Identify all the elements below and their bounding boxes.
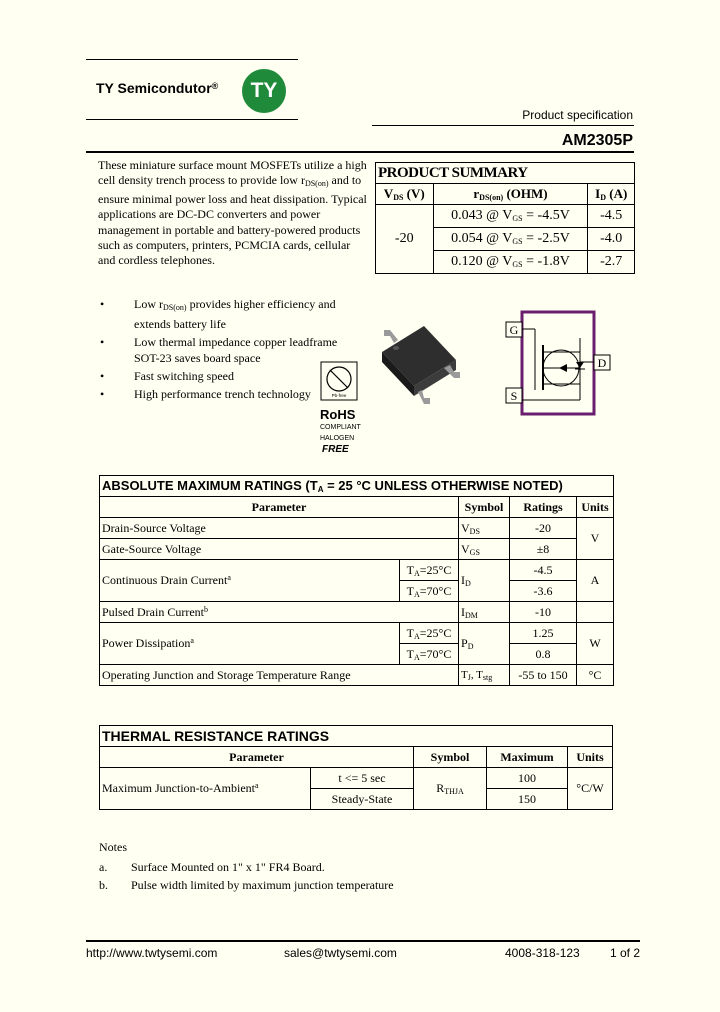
note-b-text: Pulse width limited by maximum junction temperature [131, 878, 394, 892]
summary-row-3-r: 0.120 @ $V_{GS} = -1.8V$ [433, 251, 588, 274]
sot23-package-image [368, 318, 468, 410]
abs-max-a-unit: A [577, 560, 614, 602]
summary-row-1-r: 0.043 @ $V_{GS} = -4.5V$ [433, 205, 588, 228]
abs-max-r1-param: Drain-Source Voltage [100, 518, 459, 539]
summary-row-3-id: -2.7 [588, 251, 635, 274]
feature-item: • Fast switching speed [100, 368, 350, 384]
summary-col-rds: $r_{DS(on)}$ (OHM) [433, 184, 588, 205]
thermal-h-param: Parameter [100, 747, 414, 768]
abs-max-h-ratings: Ratings [510, 497, 577, 518]
header-rule-bottom [86, 119, 298, 120]
thermal-h-max: Maximum [487, 747, 568, 768]
abs-max-r4-param: Pulsed Drain Current$^b$ [100, 602, 459, 623]
rohs-halogen: HALOGEN [320, 435, 355, 442]
abs-max-w-unit: W [577, 623, 614, 665]
abs-max-r3-cond2: $T_A=70^\circ C$ [400, 581, 459, 602]
footer-rule [86, 940, 640, 942]
description: These miniature surface mount MOSFETs utilize a high cell density trench process to provide low $r_{DS(on)}$ and to ensure minimal power loss and heat dissipation. Typical applications are DC-DC converters and power management in portable and battery-powered products such as computers, printers, PCMCIA cards, cellular and cordless telephones. [98, 158, 367, 268]
svg-text:D: D [597, 356, 607, 370]
thermal-h-units: Units [568, 747, 613, 768]
thermal-title: THERMAL RESISTANCE RATINGS [100, 726, 613, 747]
abs-max-v-unit: V [577, 518, 614, 560]
footer-phone: 4008-318-123 [505, 946, 580, 960]
abs-max-r3-v1: -4.5 [510, 560, 577, 581]
note-a-label: a. [99, 860, 108, 874]
abs-max-title: ABSOLUTE MAXIMUM RATINGS ($T_A = 25$ °C UNLESS OTHERWISE NOTED) [100, 476, 614, 497]
spec-rule [372, 125, 634, 126]
svg-text:Pb-free: Pb-free [331, 393, 347, 398]
abs-max-h-symbol: Symbol [459, 497, 510, 518]
summary-vds-value: -20 [376, 205, 434, 274]
thermal-v1: 100 [487, 768, 568, 789]
abs-max-r6-param: Operating Junction and Storage Temperature Range [100, 665, 459, 686]
footer-url[interactable]: http://www.twtysemi.com [86, 946, 218, 960]
company-logo: TY [242, 69, 286, 113]
header-rule-main [86, 151, 634, 153]
thermal-table [99, 725, 613, 810]
abs-max-c-unit: °C [577, 665, 614, 686]
thermal-unit: °C/W [568, 768, 613, 810]
summary-col-id: $I_D$ (A) [588, 184, 635, 205]
pb-free-icon [320, 361, 358, 401]
abs-max-r4-sym: $I_{DM}$ [459, 602, 510, 623]
abs-max-r2-param: Gate-Source Voltage [100, 539, 459, 560]
svg-text:G: G [509, 323, 519, 337]
summary-title: PRODUCT SUMMARY [376, 163, 635, 184]
abs-max-r3-param: Continuous Drain Current$^a$ [100, 560, 400, 602]
abs-max-r3-cond1: $T_A=25^\circ C$ [400, 560, 459, 581]
summary-row-1-id: -4.5 [588, 205, 635, 228]
mosfet-schematic [505, 310, 613, 418]
abs-max-r3-v2: -3.6 [510, 581, 577, 602]
feature-list [100, 296, 350, 404]
abs-max-table [99, 475, 614, 686]
abs-max-r1-sym: $V_{DS}$ [459, 518, 510, 539]
rohs-compliant: COMPLIANT [320, 424, 361, 431]
footer-page: 1 of 2 [610, 946, 641, 960]
spec-label: Product specification [522, 108, 633, 122]
thermal-param: Maximum Junction-to-Ambient$^a$ [100, 768, 311, 810]
abs-max-r4-unit [577, 602, 614, 623]
abs-max-r5-v2: 0.8 [510, 644, 577, 665]
abs-max-r5-cond1: $T_A=25^\circ C$ [400, 623, 459, 644]
abs-max-r5-sym: $P_D$ [459, 623, 510, 665]
note-b-label: b. [99, 878, 108, 892]
product-summary-table [375, 162, 635, 274]
abs-max-r1-val: -20 [510, 518, 577, 539]
summary-col-vds: $V_{DS}$ (V) [376, 184, 434, 205]
part-number: AM2305P [561, 132, 633, 149]
footer-email[interactable]: sales@twtysemi.com [284, 946, 397, 960]
rohs-label: RoHS [320, 407, 356, 422]
feature-item: • High performance trench technology [100, 386, 350, 402]
feature-item: • Low $r_{DS(on)}$ provides higher efficiency and extends battery life [100, 296, 350, 332]
abs-max-r4-val: -10 [510, 602, 577, 623]
header-rule-top [86, 59, 298, 60]
abs-max-r2-val: ±8 [510, 539, 577, 560]
thermal-v2: 150 [487, 789, 568, 810]
abs-max-h-units: Units [577, 497, 614, 518]
notes-title: Notes [99, 840, 127, 854]
summary-row-2-id: -4.0 [588, 228, 635, 251]
abs-max-r3-sym: $I_D$ [459, 560, 510, 602]
abs-max-r2-sym: $V_{GS}$ [459, 539, 510, 560]
company-name: TY Semicondutor® [96, 80, 219, 96]
rohs-free: FREE [322, 444, 349, 455]
abs-max-r5-v1: 1.25 [510, 623, 577, 644]
thermal-h-symbol: Symbol [414, 747, 487, 768]
abs-max-r6-val: -55 to 150 [510, 665, 577, 686]
abs-max-r5-cond2: $T_A=70^\circ C$ [400, 644, 459, 665]
thermal-sym: $R_{THJA}$ [414, 768, 487, 810]
abs-max-h-param: Parameter [100, 497, 459, 518]
summary-row-2-r: 0.054 @ $V_{GS} = -2.5V$ [433, 228, 588, 251]
svg-text:S: S [510, 389, 518, 403]
abs-max-r5-param: Power Dissipation$^a$ [100, 623, 400, 665]
note-a-text: Surface Mounted on 1" x 1" FR4 Board. [131, 860, 325, 874]
thermal-cond1: t <= 5 sec [311, 768, 414, 789]
feature-item: • Low thermal impedance copper leadframe SOT-23 saves board space [100, 334, 350, 366]
abs-max-r6-sym: $T_J$, $T_{stg}$ [459, 665, 510, 686]
thermal-cond2: Steady-State [311, 789, 414, 810]
